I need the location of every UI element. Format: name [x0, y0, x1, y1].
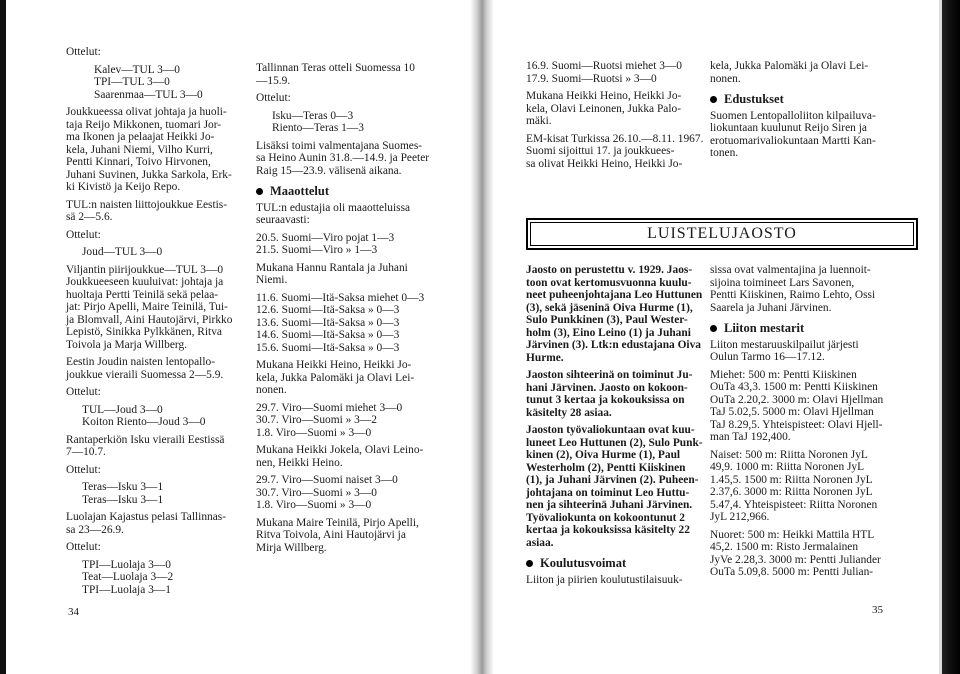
paragraph [710, 449, 888, 524]
text-line: Hurme. [526, 351, 564, 364]
paragraph [66, 64, 246, 102]
text-line: OuTa 5.09,8. 5000 m: Pentti Julian- [710, 566, 874, 578]
text-line: OuTa 2.20,2. 3000 m: Olavi Hjellman [710, 393, 884, 406]
text-line: Työvaliokunta on kokoontunut 2 [526, 511, 686, 524]
text-line: mäki. [526, 115, 552, 127]
paragraph [256, 92, 448, 105]
text-line: man TaJ 192,400. [710, 431, 791, 443]
paragraph [256, 262, 448, 287]
book-spine [470, 0, 494, 674]
paragraph [526, 264, 703, 364]
text-line: Suomi sijoittui 17. ja joukkuees- [526, 145, 675, 157]
text-line: TPI—TUL 3—0 [94, 76, 170, 88]
text-line: Ottelut: [66, 386, 101, 398]
text-line: Raig 15—23.9. välisenä aikana. [256, 164, 402, 177]
paragraph [66, 541, 246, 554]
paragraph [66, 46, 246, 59]
text-line: 12.6. Suomi—Itä-Saksa » 0—3 [256, 304, 400, 316]
text-line: 29.7. Viro—Suomi naiset 3—0 [256, 474, 398, 486]
text-line: Eestin Joudin naisten lentopallo- [66, 356, 216, 368]
text-line: Niemi. [256, 274, 288, 286]
text-line: Tallinnan Teras otteli Suomessa 10 [256, 62, 415, 74]
paragraph [256, 292, 448, 355]
text-line: liokuntaan kuulunut Reijo Siren ja [710, 122, 867, 134]
paragraph [66, 404, 246, 429]
text-line: 7—10.7. [66, 446, 106, 458]
paragraph [256, 474, 448, 512]
paragraph [66, 434, 246, 459]
text-line: kinen (2), Oiva Hurme (1), Paul [526, 449, 681, 461]
paragraph [66, 246, 246, 259]
paragraph [66, 199, 246, 224]
text-line: kela, Jukka Palomäki ja Olavi Lei- [710, 60, 869, 72]
text-line: jat: Pirjo Apelli, Maire Teinilä, Tui- [66, 301, 228, 313]
text-line: asiaa. [526, 536, 554, 549]
text-line: Mukana Heikki Heino, Heikki Jo- [526, 90, 682, 102]
section-title-box [526, 218, 918, 250]
text-line: tunut 3 kertaa ja kokouksissa on [526, 394, 685, 406]
text-line: nen ja sihteerinä Juhani Järvinen. [526, 499, 693, 511]
text-line: kela, Juhani Niemi, Vilho Kurri, [66, 143, 213, 156]
text-line: neet puheenjohtajana Leo Huttunen [526, 289, 703, 301]
paragraph [256, 202, 448, 227]
right-page-column-1-bottom [526, 264, 703, 591]
text-line: ma Ikonen ja pelaajat Heikki Jo- [66, 131, 215, 143]
section-heading-text: Koulutusvoimat [540, 556, 627, 570]
left-page-column-2 [256, 62, 448, 559]
paragraph [256, 140, 448, 178]
paragraph [66, 386, 246, 399]
paragraph [256, 62, 448, 87]
text-line: 1.45,5. 1500 m: Riitta Noronen JyL [710, 473, 873, 486]
text-line: Toivola ja Marja Willberg. [66, 338, 188, 351]
text-line: Joukkueeseen kuuluivat: johtaja ja [66, 276, 224, 288]
text-line: Teat—Luolaja 3—2 [82, 571, 174, 583]
text-line: käsitelty 28 asiaa. [526, 406, 612, 419]
text-line: 15.6. Suomi—Itä-Saksa » 0—3 [256, 341, 400, 354]
paragraph [526, 132, 704, 171]
book-edge-left [0, 0, 6, 674]
text-line: Mukana Heikki Jokela, Olavi Leino- [256, 444, 424, 456]
text-line: luneet Leo Huttunen (2), Sulo Punk- [526, 436, 703, 449]
left-page-column-1 [66, 46, 246, 601]
text-line: holm (3), Eino Leino (1) ja Juhani [526, 326, 691, 339]
text-line: Teras—Isku 3—1 [82, 493, 164, 506]
text-line: Ottelut: [66, 46, 101, 58]
paragraph [66, 481, 246, 506]
text-line: —15.9. [256, 74, 291, 87]
paragraph [710, 529, 888, 579]
text-line: Saarela ja Juhani Järvinen. [710, 301, 832, 314]
text-line: TPI—Luolaja 3—0 [82, 558, 171, 571]
text-line: Sulo Punkkinen (3), Paul Wester- [526, 314, 688, 326]
text-line: tonen. [710, 147, 739, 159]
text-line: TUL:n edustajia oli maaotteluissa [256, 201, 411, 214]
text-line: Luolajan Kajastus pelasi Tallinnas- [66, 511, 227, 523]
text-line: TPI—Luolaja 3—1 [82, 583, 171, 596]
text-line: Teras—Isku 3—1 [82, 481, 164, 493]
text-line: 17.9. Suomi—Ruotsi » 3—0 [526, 72, 657, 85]
section-heading [256, 185, 448, 198]
text-line: huoltaja Pertti Teinilä sekä pelaa- [66, 288, 219, 301]
text-line: sissa ovat valmentajina ja luennoit- [710, 264, 871, 276]
text-line: EM-kisat Turkissa 26.10.—8.11. 1967. [526, 132, 704, 145]
paragraph [66, 356, 246, 381]
paragraph [66, 511, 246, 536]
section-heading-text: Maaottelut [270, 184, 330, 198]
paragraph [256, 359, 448, 397]
paragraph [526, 60, 698, 85]
paragraph [66, 106, 246, 194]
paragraph [256, 444, 448, 469]
text-line: Liiton ja piirien koulutustilaisuuk- [526, 573, 683, 586]
text-line: 13.6. Suomi—Itä-Saksa » 0—3 [256, 316, 400, 329]
text-line: Järvinen (3). Ltk:n edustajana Oiva [526, 339, 701, 351]
text-line: 2.37,6. 3000 m: Riitta Noronen JyL [710, 486, 873, 498]
paragraph [66, 464, 246, 477]
text-line: 30.7. Viro—Suomi » 3—2 [256, 414, 377, 426]
text-line: Juhani Suvinen, Jukka Sarkola, Erk- [66, 168, 232, 181]
text-line: Ottelut: [66, 541, 101, 553]
text-line: Isku—Teras 0—3 [272, 109, 354, 122]
text-line: 30.7. Viro—Suomi » 3—0 [256, 486, 377, 499]
text-line: (1), ja Juhani Järvinen (2). Puheen- [526, 474, 699, 486]
text-line: Oulun Tarmo 16—17.12. [710, 351, 825, 363]
section-heading [710, 322, 888, 335]
text-line: Ottelut: [66, 463, 101, 476]
bullet-icon [710, 325, 717, 332]
text-line: 21.5. Suomi—Viro » 1—3 [256, 244, 378, 256]
section-heading [526, 557, 698, 570]
text-line: nonen. [710, 72, 741, 85]
text-line: nen, Heikki Heino. [256, 456, 343, 469]
text-line: Mukana Hannu Rantala ja Juhani [256, 261, 408, 274]
text-line: Rantaperkiön Isku vieraili Eestissä [66, 433, 225, 446]
paragraph [526, 424, 703, 549]
text-line: 1.8. Viro—Suomi » 3—0 [256, 499, 372, 511]
paragraph [256, 110, 448, 135]
text-line: 11.6. Suomi—Itä-Saksa miehet 0—3 [256, 291, 425, 304]
text-line: Miehet: 500 m: Pentti Kiiskinen [710, 368, 857, 381]
text-line: JyL 212,966. [710, 511, 770, 523]
text-line: Viljantin piirijoukkue—TUL 3—0 [66, 263, 224, 276]
paragraph [710, 110, 890, 160]
right-page-column-2-bottom [710, 264, 888, 584]
text-line: Mukana Maire Teinilä, Pirjo Apelli, [256, 516, 419, 529]
book-edge-right [942, 0, 960, 674]
text-line: Lisäksi toimi valmentajana Suomes- [256, 139, 423, 152]
text-line: ki Kivistö ja Keijo Repo. [66, 181, 181, 193]
text-line: Ottelut: [256, 92, 291, 104]
section-heading [710, 93, 890, 106]
text-line: Joud—TUL 3—0 [82, 246, 163, 258]
text-line: Joukkueessa olivat johtaja ja huoli- [66, 106, 227, 118]
text-line: hani Järvinen. Jaosto on kokoon- [526, 381, 688, 394]
text-line: Naiset: 500 m: Riitta Noronen JyL [710, 448, 868, 461]
paragraph [256, 232, 448, 257]
text-line: Pentti Kinnari, Toivo Hirvonen, [66, 156, 211, 168]
text-line: 14.6. Suomi—Itä-Saksa » 0—3 [256, 329, 400, 341]
text-line: TaJ 8.29,5. Yhteispisteet: Olavi Hjell- [710, 418, 883, 431]
text-line: ja Blomvall, Aini Hautojärvi, Pirkko [66, 313, 233, 326]
text-line: Nuoret: 500 m: Heikki Mattila HTL [710, 528, 875, 541]
text-line: kela, Jukka Palomäki ja Olavi Lei- [256, 371, 415, 384]
paragraph [526, 574, 698, 587]
text-line: Kalev—TUL 3—0 [94, 63, 180, 76]
text-line: erotuomarivaliokuntaan Martti Kan- [710, 134, 876, 147]
text-line: TUL:n naisten liittojoukkue Eestis- [66, 198, 228, 211]
text-line: joukkue vieraili Suomessa 2—5.9. [66, 368, 224, 381]
text-line: kertaa ja kokouksissa käsitelty 22 [526, 524, 690, 536]
paragraph [256, 517, 448, 555]
paragraph [66, 264, 246, 352]
text-line: OuTa 43,3. 1500 m: Pentti Kiiskinen [710, 381, 878, 393]
text-line: sä 2—5.6. [66, 211, 113, 223]
paragraph [526, 90, 698, 128]
paragraph [526, 369, 698, 419]
text-line: Lepistö, Sinikka Pylkkänen, Ritva [66, 326, 222, 338]
text-line: sa Heino Aunin 31.8.—14.9. ja Peeter [256, 152, 430, 164]
text-line: Suomen Lentopalloliiton kilpailuva- [710, 109, 876, 122]
text-line: 49,9. 1000 m: Riitta Noronen JyL [710, 461, 865, 473]
paragraph [66, 559, 246, 597]
text-line: Pentti Kiiskinen, Raimo Lehto, Ossi [710, 289, 876, 301]
text-line: johtajana on toiminut Leo Huttu- [526, 486, 690, 499]
paragraph [710, 60, 890, 85]
text-line: 5.47,4. Yhteispisteet: Riitta Noronen [710, 498, 878, 511]
text-line: TUL—Joud 3—0 [82, 403, 163, 416]
bullet-icon [710, 96, 717, 103]
text-line: sijoina toimineet Lars Savonen, [710, 276, 855, 289]
paragraph [256, 402, 448, 440]
text-line: seuraavasti: [256, 214, 310, 226]
text-line: Jaoston sihteerinä on toiminut Ju- [526, 369, 693, 381]
text-line: Koiton Riento—Joud 3—0 [82, 416, 206, 428]
page-number-left: 34 [68, 606, 79, 618]
section-heading-text: Edustukset [724, 92, 784, 106]
text-line: kela, Olavi Leinonen, Jukka Palo- [526, 102, 681, 115]
right-page-column-1-top [526, 60, 704, 175]
text-line: toon ovat kertomusvuonna kuulu- [526, 276, 692, 289]
text-line: sa olivat Heikki Heino, Heikki Jo- [526, 157, 683, 170]
text-line: sa 23—26.9. [66, 523, 124, 536]
text-line: Saarenmaa—TUL 3—0 [94, 88, 203, 101]
section-title: LUISTELUJAOSTO [647, 225, 797, 242]
paragraph [66, 229, 246, 242]
bullet-icon [526, 560, 533, 567]
paragraph [710, 369, 888, 444]
text-line: 45,2. 1500 m: Risto Jermalainen [710, 541, 859, 553]
text-line: Mukana Heikki Heino, Heikki Jo- [256, 359, 412, 371]
section-heading-text: Liiton mestarit [724, 321, 805, 335]
paragraph [710, 339, 888, 364]
text-line: Ottelut: [66, 228, 101, 241]
text-line: Ritva Toivola, Aini Hautojärvi ja [256, 529, 406, 541]
paragraph [710, 264, 888, 314]
page-number-right: 35 [872, 604, 883, 616]
text-line: taja Reijo Mikkonen, tuomari Jor- [66, 118, 222, 131]
text-line: 1.8. Viro—Suomi » 3—0 [256, 426, 372, 439]
right-page-column-2-top [710, 60, 890, 165]
text-line: 20.5. Suomi—Viro pojat 1—3 [256, 231, 395, 244]
text-line: (3), sekä jäseninä Oiva Hurme (1), [526, 301, 693, 314]
text-line: Jaosto on perustettu v. 1929. Jaos- [526, 264, 693, 276]
text-line: Mirja Willberg. [256, 541, 327, 554]
text-line: TaJ 5.02,5. 5000 m: Olavi Hjellman [710, 406, 874, 418]
text-line: nonen. [256, 384, 287, 396]
text-line: Liiton mestaruuskilpailut järjesti [710, 338, 859, 351]
text-line: Westerholm (2), Pentti Kiiskinen [526, 461, 686, 474]
bullet-icon [256, 188, 263, 195]
text-line: JyVe 2.28,3. 3000 m: Pentti Juliander [710, 553, 881, 566]
text-line: Jaoston työvaliokuntaan ovat kuu- [526, 424, 695, 436]
text-line: 16.9. Suomi—Ruotsi miehet 3—0 [526, 60, 682, 72]
text-line: 29.7. Viro—Suomi miehet 3—0 [256, 401, 403, 414]
text-line: Riento—Teras 1—3 [272, 122, 364, 134]
